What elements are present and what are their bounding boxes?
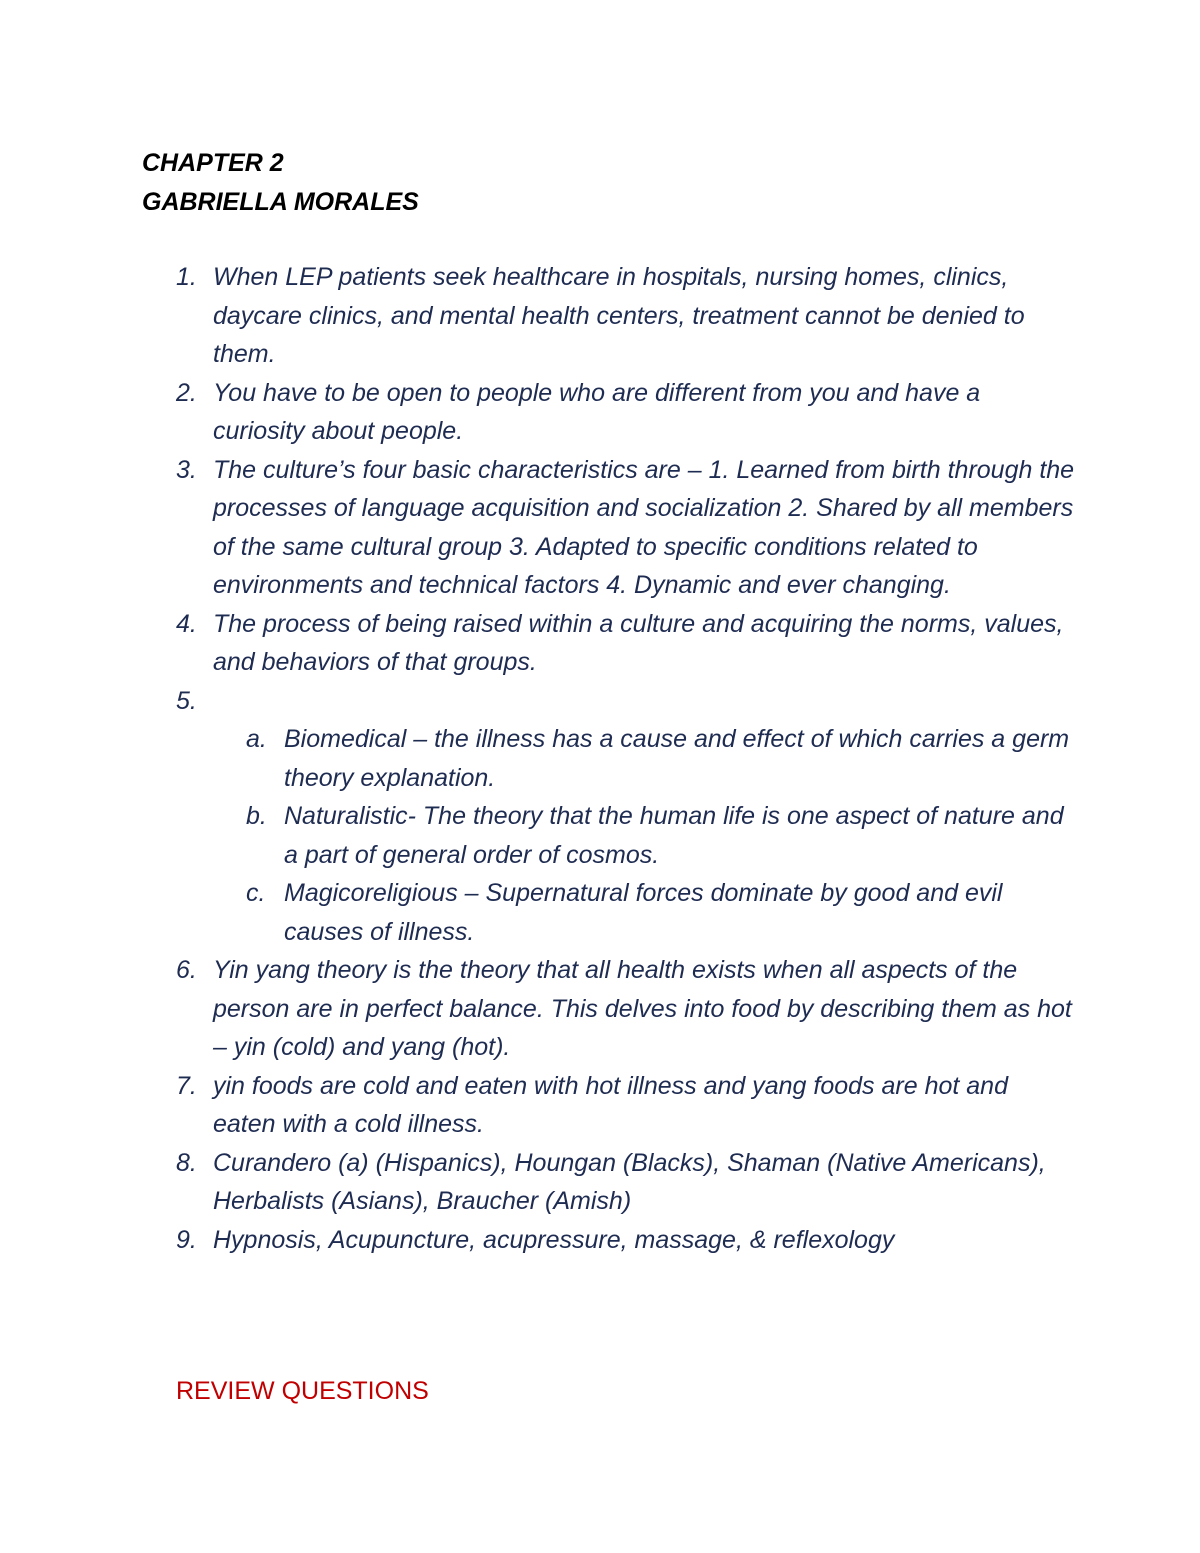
answer-text: Yin yang theory is the theory that all health exists when all aspects of the person are in perfect balance. This delves into food by describing them as hot – yin (cold) and yang (hot). — [213, 956, 1072, 1061]
answer-list — [176, 258, 1076, 1259]
answer-text: The process of being raised within a culture and acquiring the norms, values, and behaviors of that groups. — [213, 609, 1064, 676]
answer-number: 8. — [176, 1148, 197, 1177]
answer-5-subitem-b — [176, 797, 1076, 874]
answer-5-subitem-a — [176, 720, 1076, 797]
answer-item-4 — [176, 605, 1076, 682]
answer-number: 6. — [176, 956, 197, 984]
answer-item-9 — [176, 1221, 1076, 1260]
subitem-letter: a. — [246, 725, 267, 753]
answer-text: When LEP patients seek healthcare in hospitals, nursing homes, clinics, daycare clinics, and mental health centers, treatment cannot be denied to them. — [213, 263, 1025, 368]
answer-text: yin foods are cold and eaten with hot illness and yang foods are hot and eaten with a cold illness. — [213, 1071, 1008, 1138]
author-name: GABRIELLA MORALES — [142, 188, 419, 216]
answer-text: Curandero (a) (Hispanics), Houngan (Blacks), Shaman (Native Americans), Herbalists (Asians), Braucher (Amish) — [213, 1148, 1046, 1215]
subitem-letter: c. — [246, 879, 266, 907]
answer-number: 3. — [176, 455, 197, 484]
answer-number: 5. — [176, 686, 197, 715]
subitem-text: Magicoreligious – Supernatural forces dominate by good and evil causes of illness. — [284, 879, 1003, 946]
answer-5-subitem-c — [176, 874, 1076, 951]
review-questions-heading: REVIEW QUESTIONS — [176, 1377, 429, 1405]
answer-text: Hypnosis, Acupuncture, acupressure, massage, & reflexology — [213, 1225, 895, 1254]
answer-item-3 — [176, 451, 1076, 605]
answer-number: 9. — [176, 1225, 197, 1254]
answer-item-6 — [176, 951, 1076, 1067]
answer-text: You have to be open to people who are different from you and have a curiosity about people. — [213, 378, 981, 445]
chapter-title: CHAPTER 2 — [142, 149, 284, 177]
answer-item-5 — [176, 682, 1076, 721]
answer-number: 7. — [176, 1071, 197, 1100]
subitem-text: Naturalistic- The theory that the human life is one aspect of nature and a part of general order of cosmos. — [284, 802, 1064, 869]
subitem-letter: b. — [246, 802, 267, 830]
answer-item-2 — [176, 374, 1076, 451]
answer-text: The culture’s four basic characteristics are – 1. Learned from birth through the processes of language acquisition and socialization 2. Shared by all members of the same cultural group 3. Adapted to specific conditions related to environments and technical factors 4. Dynamic and ever changing. — [213, 455, 1075, 599]
answer-item-1 — [176, 258, 1076, 374]
answer-number: 2. — [176, 378, 197, 407]
answer-item-8 — [176, 1144, 1076, 1221]
answer-number: 4. — [176, 609, 197, 638]
subitem-text: Biomedical – the illness has a cause and effect of which carries a germ theory explanation. — [284, 725, 1070, 792]
answer-item-7 — [176, 1067, 1076, 1144]
answer-number: 1. — [176, 263, 197, 291]
